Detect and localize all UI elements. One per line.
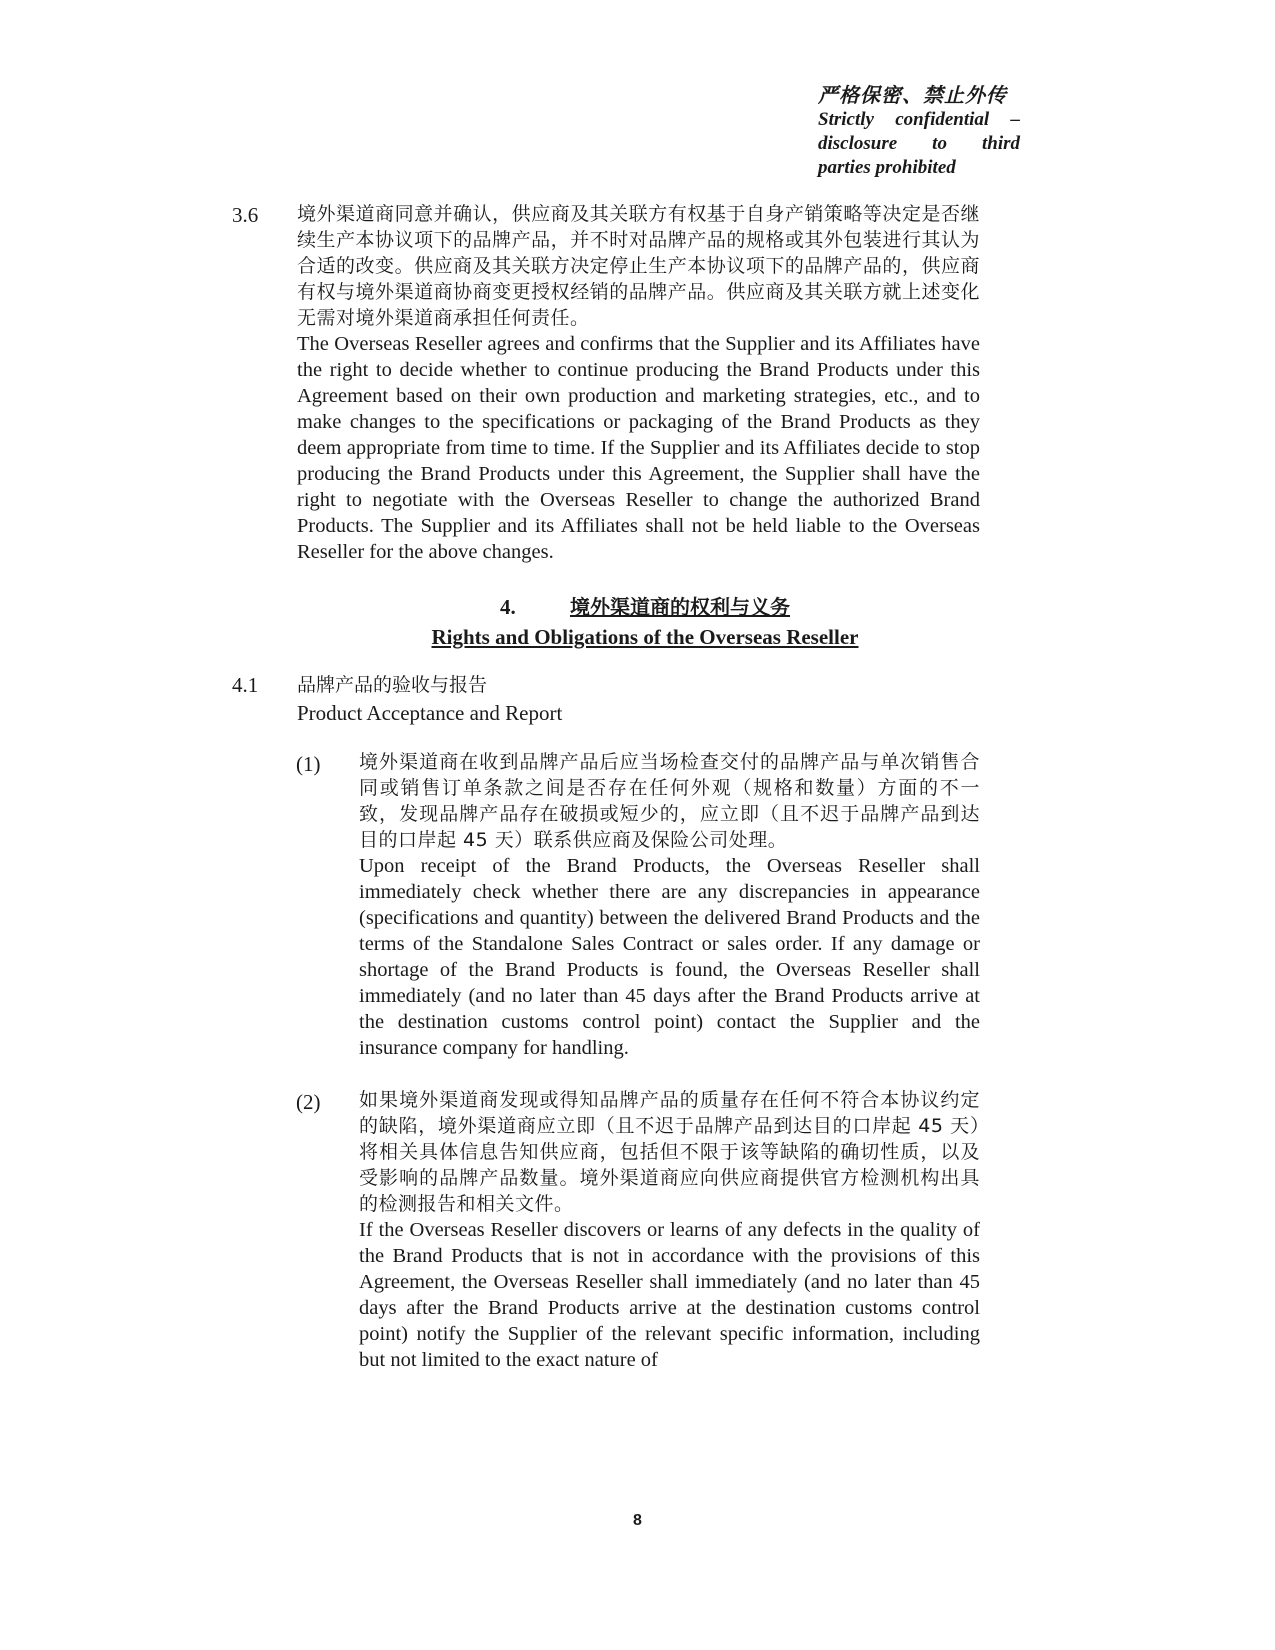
confidentiality-notice	[818, 84, 1020, 180]
confidentiality-en-line2: disclosure to third	[818, 133, 1020, 154]
section-4-title-zh: 境外渠道商的权利与义务	[570, 595, 790, 619]
clause-4-1-title-zh: 品牌产品的验收与报告	[297, 674, 488, 696]
section-4-number: 4.	[500, 595, 516, 619]
item-1	[359, 749, 980, 1061]
item-2-zh: 如果境外渠道商发现或得知品牌产品的质量存在任何不符合本协议约定的缺陷，境外渠道商应立即（且不迟于品牌产品到达目的口岸起 45 天）将相关具体信息告知供应商，包括但不限于该等缺陷的确切性质，以及受影响的品牌产品数量。境外渠道商应向供应商提供官方检测机构出具的检测报告和相关文件。	[359, 1089, 980, 1215]
confidentiality-en-line3: parties prohibited	[818, 157, 956, 178]
clause-3-6-zh: 境外渠道商同意并确认，供应商及其关联方有权基于自身产销策略等决定是否继续生产本协议项下的品牌产品，并不时对品牌产品的规格或其外包装进行其认为合适的改变。供应商及其关联方决定停止生产本协议项下的品牌产品的，供应商有权与境外渠道商协商变更授权经销的品牌产品。供应商及其关联方就上述变化无需对境外渠道商承担任何责任。	[297, 203, 980, 329]
clause-number-3-6: 3.6	[232, 203, 259, 227]
clause-number-4-1: 4.1	[232, 673, 259, 697]
section-4-heading	[300, 592, 990, 652]
item-2	[359, 1087, 980, 1373]
clause-4-1-title	[297, 671, 980, 727]
item-2-en: If the Overseas Reseller discovers or learns of any defects in the quality of the Brand Products that is not in accordance with the provisions of this Agreement, the Overseas Reseller shall immediately (and no later than 45 days after the Brand Products arrive at the destination customs control point) notify the Supplier of the relevant specific information, including but not limited to the exact nature of	[359, 1219, 980, 1371]
clause-3-6-en: The Overseas Reseller agrees and confirms that the Supplier and its Affiliates have the right to decide whether to continue producing the Brand Products under this Agreement based on their own production and marketing strategies, etc., and to make changes to the specifications or packaging of the Brand Products as they deem appropriate from time to time. If the Supplier and its Affiliates decide to stop producing the Brand Products under this Agreement, the Supplier shall have the right to negotiate with the Overseas Reseller to change the authorized Brand Products. The Supplier and its Affiliates shall not be held liable to the Overseas Reseller for the above changes.	[297, 333, 980, 563]
confidentiality-zh: 严格保密、禁止外传	[818, 85, 1007, 107]
clause-3-6	[297, 201, 980, 565]
clause-4-1-title-en: Product Acceptance and Report	[297, 701, 563, 725]
section-4-title-en: Rights and Obligations of the Overseas Reseller	[431, 625, 859, 649]
confidentiality-en-line1: Strictly confidential –	[818, 109, 1020, 130]
page-number: 8	[633, 1512, 642, 1529]
item-1-en: Upon receipt of the Brand Products, the Overseas Reseller shall immediately check whether there are any discrepancies in appearance (specifications and quantity) between the delivered Brand Products and the terms of the Standalone Sales Contract or sales order. If any damage or shortage of the Brand Products is found, the Overseas Reseller shall immediately (and no later than 45 days after the Brand Products arrive at the destination customs control point) contact the Supplier and the insurance company for handling.	[359, 855, 980, 1059]
item-number-1: (1)	[296, 752, 321, 776]
item-1-zh: 境外渠道商在收到品牌产品后应当场检查交付的品牌产品与单次销售合同或销售订单条款之间是否存在任何外观（规格和数量）方面的不一致，发现品牌产品存在破损或短少的，应立即（且不迟于品牌产品到达目的口岸起 45 天）联系供应商及保险公司处理。	[359, 751, 980, 851]
item-number-2: (2)	[296, 1090, 321, 1114]
